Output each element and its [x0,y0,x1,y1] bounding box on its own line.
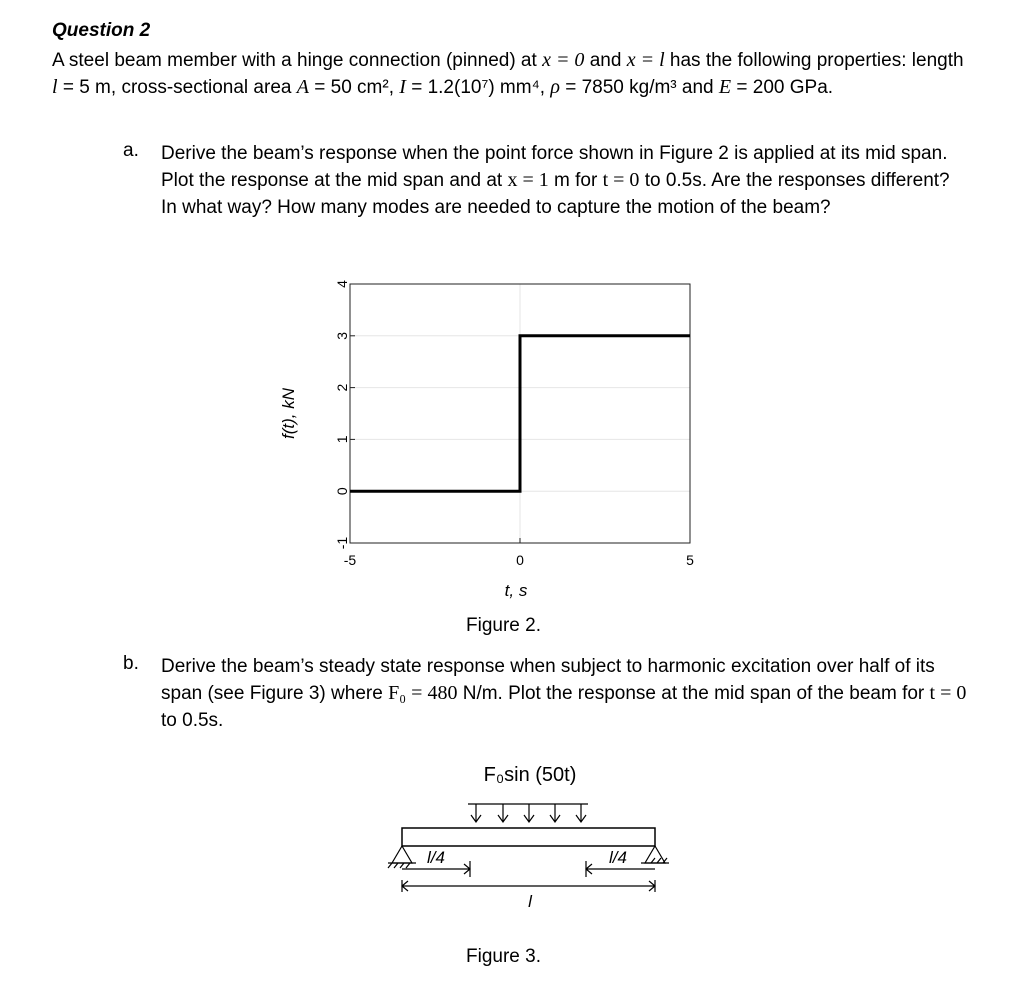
question-title: Question 2 [52,20,151,41]
part-b-sentence: Derive the beam’s steady state response when subject to harmonic excitation over half of its span (see Figure 3) where [161,656,935,704]
right-pin-support [641,846,669,863]
load-label: F₀sin (50t) [483,764,577,786]
left-pin-support [388,846,416,868]
part-b-sentence: N/m. Plot the response at the mid span of the beam for [457,683,930,704]
part-a-math [507,169,548,191]
part-b-text [161,653,971,734]
x-axis-label: t, s [504,581,528,600]
y-tick-label: 2 [334,383,350,392]
y-tick-label: 0 [334,487,350,496]
support-hatch [388,863,416,868]
intro-text: = 1.2(10⁷) mm⁴, [405,77,551,98]
part-b-math-expr: t = 0 [929,682,967,704]
part-a-math-expr: x = 1 [507,169,549,191]
intro-text: = 5 m, cross-sectional area [57,77,297,98]
y-tick-label: 3 [334,331,350,340]
dimension-line [402,880,655,892]
part-b-label: b. [123,653,139,674]
intro-text: and [584,50,627,71]
figure-3-caption: Figure 3. [466,946,541,967]
intro-math: I [399,76,406,98]
intro-text: = 7850 kg/m³ and [559,77,719,98]
x-tick-label: -5 [343,552,357,568]
intro-math: l [52,76,58,98]
load-arrow [524,804,534,822]
part-b-math [388,682,457,704]
support-triangle [645,846,665,863]
intro-math: x = l [626,49,665,71]
load-arrow [471,804,481,822]
x-tick-label: 5 [686,552,694,568]
part-a-sentence: m for [548,170,603,191]
figure-3-beam-diagram [380,755,700,915]
left-quarter-label: l/4 [427,848,445,867]
y-tick-label: 1 [334,435,350,444]
intro-math: E [718,76,732,98]
y-tick-label: 4 [334,280,350,288]
right-quarter-label: l/4 [609,848,627,867]
question-intro [52,47,967,101]
y-tick-label: -1 [334,536,350,550]
chart-ticks [334,280,694,568]
intro-text: = 50 cm², [308,77,400,98]
y-axis-label: f(t), kN [279,388,298,439]
intro-text: has the following properties: length [664,50,964,71]
part-a-math [603,169,640,191]
intro-text: A steel beam member with a hinge connection (pinned) at [52,50,543,71]
intro-math: A [296,76,309,98]
load-arrow [576,804,586,822]
x-tick-label: 0 [516,552,524,568]
figure-2-caption: Figure 2. [466,615,541,636]
support-triangle [392,846,412,863]
part-b-math [930,682,967,704]
part-a-label: a. [123,140,139,161]
part-b-math-expr: F₀ = 480 [388,682,458,704]
figure-2-chart [270,270,710,610]
part-a-math-expr: t = 0 [602,169,640,191]
intro-text: = 200 GPa. [731,77,834,98]
span-label: l [528,892,532,911]
part-a-text [161,140,961,221]
step-series-line [350,336,690,491]
intro-math: x = 0 [542,49,585,71]
part-a-sentence: to 0.5s. Are the responses different? In what way? How many modes are needed to capture the motion of the beam? [161,170,950,218]
part-b-sentence: to 0.5s. [161,710,224,731]
intro-math: ρ [550,76,560,98]
beam [402,828,655,846]
span-dimension [402,880,655,892]
load-arrow [550,804,560,822]
load-arrows [471,804,586,822]
load-arrow [498,804,508,822]
part-a-sentence: Derive the beam’s response when the point force shown in Figure 2 is applied at its mid span. Plot the response at the mid span and at [161,143,948,191]
